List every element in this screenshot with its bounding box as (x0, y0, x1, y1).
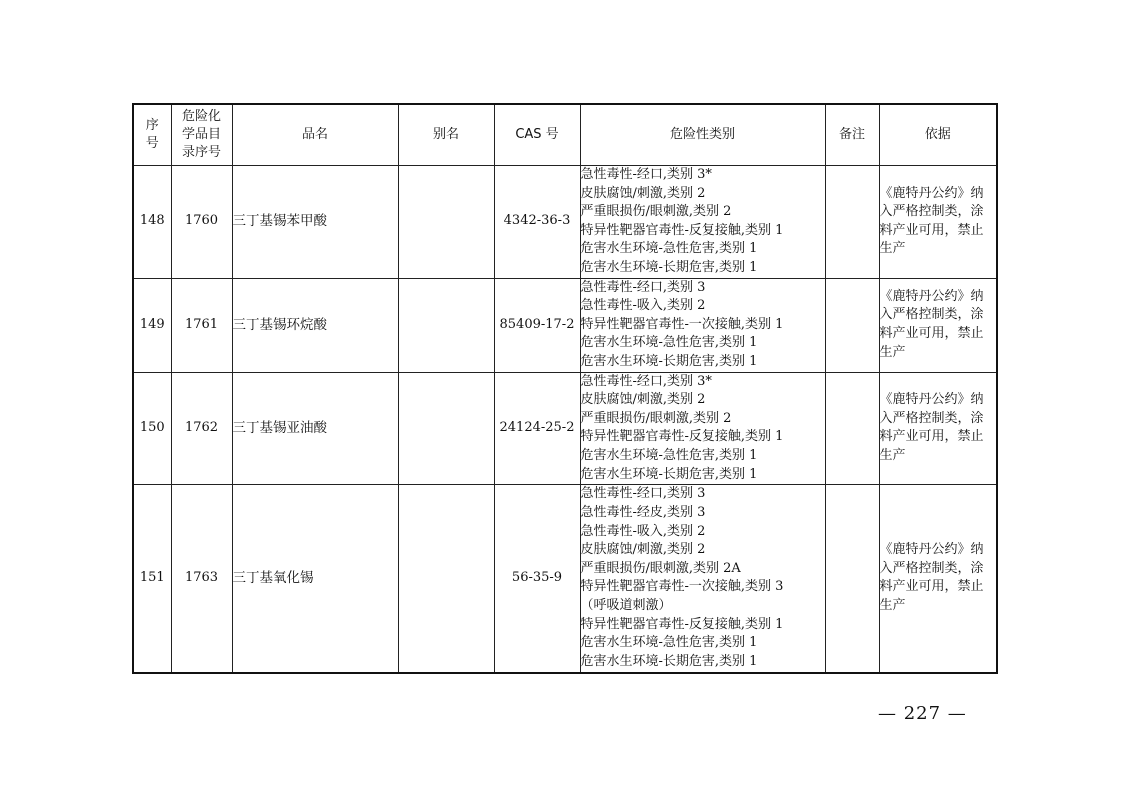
alias-cell (398, 485, 494, 673)
header-seq: 序号 (133, 104, 171, 166)
hazardous-chemicals-table (132, 103, 998, 674)
header-name: 品名 (232, 104, 398, 166)
header-remark: 备注 (825, 104, 879, 166)
header-cas: CAS 号 (494, 104, 580, 166)
name-cell: 三丁基氧化锡 (232, 485, 398, 673)
table-row (133, 278, 997, 372)
header-catalog: 危险化学品目录序号 (171, 104, 232, 166)
hazard-line: 急性毒性-吸入,类别 2 (580, 523, 706, 539)
name-cell: 三丁基锡环烷酸 (232, 278, 398, 372)
hazard-line: 危害水生环境-急性危害,类别 1 (580, 635, 758, 651)
hazard-cell (580, 278, 825, 372)
cas-cell: 24124-25-2 (494, 372, 580, 485)
name-cell: 三丁基锡苯甲酸 (232, 166, 398, 279)
hazard-line: 严重眼损伤/眼刺激,类别 2 (580, 410, 732, 426)
hazard-line: 特异性靶器官毒性-一次接触,类别 1 (580, 316, 784, 332)
hazard-line: 急性毒性-经皮,类别 3 (580, 505, 706, 520)
basis-cell: 《鹿特丹公约》纳入严格控制类，涂料产业可用，禁止生产 (879, 166, 997, 279)
table-row (133, 372, 997, 485)
hazard-line: 急性毒性-经口,类别 3* (580, 373, 712, 389)
catalog-cell: 1761 (171, 278, 232, 372)
hazard-line: 严重眼损伤/眼刺激,类别 2 (580, 204, 732, 220)
hazard-line: 特异性靶器官毒性-反复接触,类别 1 (580, 429, 784, 445)
header-basis: 依据 (879, 104, 997, 166)
header-alias: 别名 (398, 104, 494, 166)
hazard-line: 危害水生环境-长期危害,类别 1 (580, 259, 758, 275)
basis-cell: 《鹿特丹公约》纳入严格控制类，涂料产业可用，禁止生产 (879, 372, 997, 485)
hazard-line: 危害水生环境-长期危害,类别 1 (580, 353, 758, 369)
basis-cell: 《鹿特丹公约》纳入严格控制类，涂料产业可用，禁止生产 (879, 278, 997, 372)
hazard-cell (580, 372, 825, 485)
hazard-line: 严重眼损伤/眼刺激,类别 2A (580, 560, 741, 576)
hazard-line: 急性毒性-吸入,类别 2 (580, 298, 706, 314)
hazard-line: （呼吸道刺激） (580, 597, 672, 613)
remark-cell (825, 485, 879, 673)
hazard-cell (580, 485, 825, 673)
basis-cell: 《鹿特丹公约》纳入严格控制类，涂料产业可用，禁止生产 (879, 485, 997, 673)
header-row (133, 104, 997, 166)
hazard-line: 特异性靶器官毒性-反复接触,类别 1 (580, 222, 784, 238)
hazard-line: 特异性靶器官毒性-反复接触,类别 1 (580, 616, 784, 632)
name-cell: 三丁基锡亚油酸 (232, 372, 398, 485)
hazard-cell (580, 166, 825, 279)
seq-cell: 148 (133, 166, 171, 279)
header-hazard: 危险性类别 (580, 104, 825, 166)
catalog-cell: 1762 (171, 372, 232, 485)
seq-cell: 150 (133, 372, 171, 485)
hazard-line: 危害水生环境-长期危害,类别 1 (580, 653, 758, 669)
seq-cell: 149 (133, 278, 171, 372)
alias-cell (398, 278, 494, 372)
hazard-line: 皮肤腐蚀/刺激,类别 2 (580, 392, 706, 408)
hazard-line: 皮肤腐蚀/刺激,类别 2 (580, 542, 706, 558)
catalog-cell: 1760 (171, 166, 232, 279)
cas-cell: 56-35-9 (494, 485, 580, 673)
seq-cell: 151 (133, 485, 171, 673)
hazard-line: 急性毒性-经口,类别 3 (580, 279, 706, 295)
alias-cell (398, 166, 494, 279)
hazard-line: 危害水生环境-急性危害,类别 1 (580, 447, 758, 463)
table-row (133, 485, 997, 673)
hazard-line: 危害水生环境-长期危害,类别 1 (580, 466, 758, 482)
cas-cell: 85409-17-2 (494, 278, 580, 372)
hazard-line: 危害水生环境-急性危害,类别 1 (580, 335, 758, 351)
hazard-line: 急性毒性-经口,类别 3* (580, 167, 712, 182)
cas-cell: 4342-36-3 (494, 166, 580, 279)
remark-cell (825, 166, 879, 279)
alias-cell (398, 372, 494, 485)
hazard-line: 危害水生环境-急性危害,类别 1 (580, 241, 758, 257)
hazard-line: 特异性靶器官毒性-一次接触,类别 3 (580, 579, 784, 595)
table-row (133, 166, 997, 279)
hazard-line: 急性毒性-经口,类别 3 (580, 486, 706, 502)
remark-cell (825, 372, 879, 485)
remark-cell (825, 278, 879, 372)
catalog-cell: 1763 (171, 485, 232, 673)
hazard-line: 皮肤腐蚀/刺激,类别 2 (580, 185, 706, 201)
page-number: — 227 — (878, 703, 967, 724)
